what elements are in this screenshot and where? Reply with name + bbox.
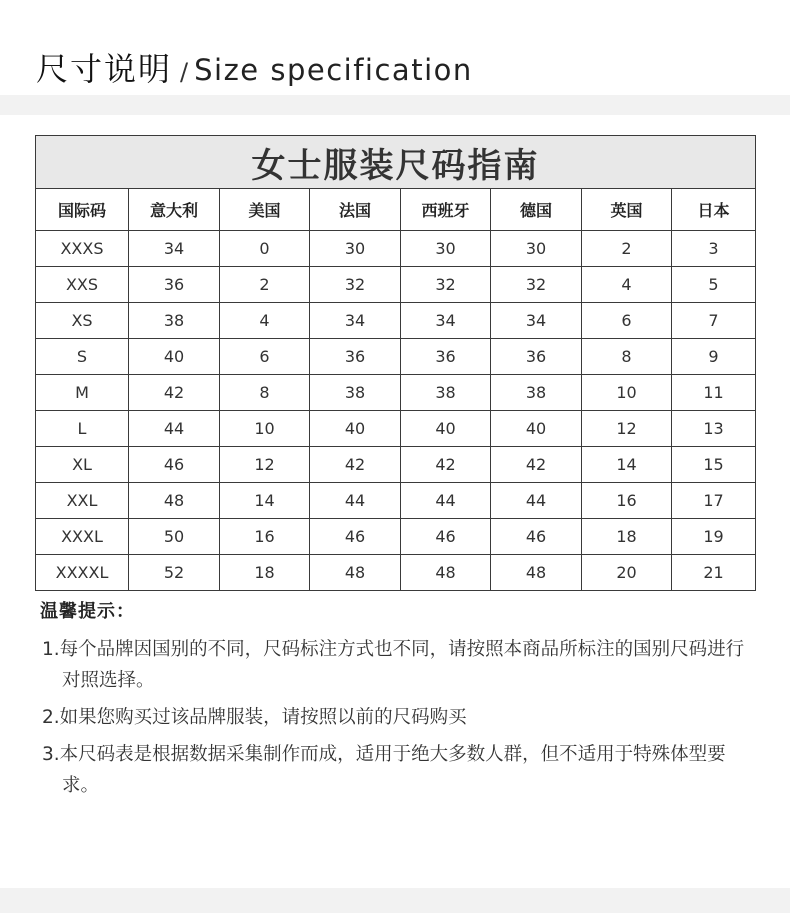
size-value-cell: 42: [310, 447, 401, 483]
column-header: 国际码: [36, 189, 129, 231]
column-header: 西班牙: [401, 189, 491, 231]
table-row: [36, 519, 756, 555]
column-header: 意大利: [129, 189, 220, 231]
size-value-cell: 20: [582, 555, 672, 591]
size-value-cell: 40: [401, 411, 491, 447]
size-value-cell: 2: [582, 231, 672, 267]
table-row: [36, 555, 756, 591]
page-title-en: Size specification: [194, 53, 473, 87]
size-value-cell: 38: [129, 303, 220, 339]
table-row: [36, 231, 756, 267]
tip-note: 2.如果您购买过该品牌服装，请按照以前的尺码购买: [42, 707, 467, 728]
size-chart-table: [35, 135, 756, 591]
size-value-cell: 38: [401, 375, 491, 411]
size-label-cell: XXXXL: [36, 555, 129, 591]
size-value-cell: 38: [491, 375, 582, 411]
size-value-cell: 52: [129, 555, 220, 591]
size-value-cell: 18: [220, 555, 310, 591]
column-header: 美国: [220, 189, 310, 231]
table-row: [36, 411, 756, 447]
size-value-cell: 40: [129, 339, 220, 375]
tips-notes-list: [42, 634, 752, 807]
table-row: [36, 303, 756, 339]
size-value-cell: 48: [401, 555, 491, 591]
tip-note: 3.本尺码表是根据数据采集制作而成，适用于绝大多数人群，但不适用于特殊体型要求。: [42, 744, 726, 796]
size-value-cell: 8: [220, 375, 310, 411]
size-value-cell: 0: [220, 231, 310, 267]
size-value-cell: 40: [310, 411, 401, 447]
size-value-cell: 44: [129, 411, 220, 447]
size-value-cell: 21: [672, 555, 756, 591]
size-value-cell: 30: [401, 231, 491, 267]
column-header: 日本: [672, 189, 756, 231]
bottom-divider-band: [0, 888, 790, 913]
size-label-cell: XXXL: [36, 519, 129, 555]
size-value-cell: 42: [491, 447, 582, 483]
size-value-cell: 11: [672, 375, 756, 411]
size-value-cell: 5: [672, 267, 756, 303]
size-value-cell: 50: [129, 519, 220, 555]
size-value-cell: 15: [672, 447, 756, 483]
size-value-cell: 42: [401, 447, 491, 483]
size-value-cell: 46: [401, 519, 491, 555]
size-value-cell: 46: [491, 519, 582, 555]
size-value-cell: 6: [220, 339, 310, 375]
column-header: 法国: [310, 189, 401, 231]
table-row: [36, 483, 756, 519]
tips-title: 温馨提示：: [40, 601, 135, 622]
size-label-cell: XXXS: [36, 231, 129, 267]
size-value-cell: 36: [310, 339, 401, 375]
tip-note: 1.每个品牌因国别的不同，尺码标注方式也不同，请按照本商品所标注的国别尺码进行对照选择。: [42, 639, 745, 691]
size-value-cell: 32: [491, 267, 582, 303]
size-value-cell: 40: [491, 411, 582, 447]
size-value-cell: 4: [582, 267, 672, 303]
size-value-cell: 12: [220, 447, 310, 483]
size-value-cell: 44: [491, 483, 582, 519]
table-header-row: [36, 189, 756, 231]
size-label-cell: S: [36, 339, 129, 375]
size-value-cell: 48: [129, 483, 220, 519]
size-value-cell: 36: [491, 339, 582, 375]
size-value-cell: 6: [582, 303, 672, 339]
size-label-cell: M: [36, 375, 129, 411]
size-value-cell: 34: [401, 303, 491, 339]
size-value-cell: 4: [220, 303, 310, 339]
size-value-cell: 34: [129, 231, 220, 267]
table-body: [36, 231, 756, 591]
size-value-cell: 2: [220, 267, 310, 303]
size-value-cell: 10: [582, 375, 672, 411]
size-value-cell: 42: [129, 375, 220, 411]
table-row: [36, 375, 756, 411]
size-value-cell: 48: [491, 555, 582, 591]
size-value-cell: 9: [672, 339, 756, 375]
size-value-cell: 12: [582, 411, 672, 447]
page-title-cn: 尺寸说明: [36, 50, 173, 88]
size-value-cell: 44: [310, 483, 401, 519]
size-value-cell: 8: [582, 339, 672, 375]
size-label-cell: XS: [36, 303, 129, 339]
size-value-cell: 17: [672, 483, 756, 519]
table-title: 女士服装尺码指南: [36, 136, 756, 189]
size-value-cell: 10: [220, 411, 310, 447]
size-value-cell: 3: [672, 231, 756, 267]
table-row: [36, 339, 756, 375]
size-value-cell: 16: [582, 483, 672, 519]
size-value-cell: 34: [491, 303, 582, 339]
size-label-cell: XXS: [36, 267, 129, 303]
size-label-cell: XL: [36, 447, 129, 483]
size-value-cell: 30: [491, 231, 582, 267]
size-value-cell: 48: [310, 555, 401, 591]
size-value-cell: 14: [220, 483, 310, 519]
size-label-cell: XXL: [36, 483, 129, 519]
size-value-cell: 7: [672, 303, 756, 339]
size-label-cell: L: [36, 411, 129, 447]
size-value-cell: 18: [582, 519, 672, 555]
size-value-cell: 46: [129, 447, 220, 483]
page-header: [36, 44, 473, 92]
size-value-cell: 36: [401, 339, 491, 375]
size-value-cell: 19: [672, 519, 756, 555]
size-value-cell: 16: [220, 519, 310, 555]
size-value-cell: 36: [129, 267, 220, 303]
size-value-cell: 38: [310, 375, 401, 411]
size-value-cell: 32: [401, 267, 491, 303]
column-header: 德国: [491, 189, 582, 231]
size-value-cell: 32: [310, 267, 401, 303]
size-value-cell: 46: [310, 519, 401, 555]
size-value-cell: 30: [310, 231, 401, 267]
column-header: 英国: [582, 189, 672, 231]
top-divider-band: [0, 95, 790, 115]
table-row: [36, 447, 756, 483]
size-value-cell: 34: [310, 303, 401, 339]
size-value-cell: 14: [582, 447, 672, 483]
table-row: [36, 267, 756, 303]
title-separator: /: [180, 58, 189, 86]
size-value-cell: 44: [401, 483, 491, 519]
size-value-cell: 13: [672, 411, 756, 447]
